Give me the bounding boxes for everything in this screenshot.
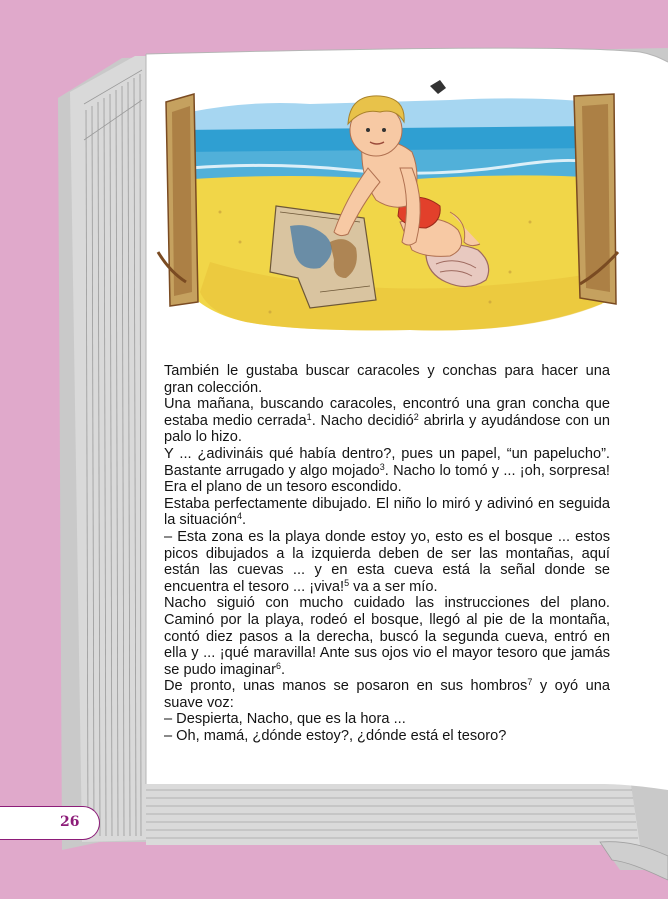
footnote-marker: 2: [413, 411, 419, 422]
story-paragraph: [164, 711, 610, 728]
page-number-tab: [0, 806, 100, 840]
story-paragraph: [164, 529, 610, 595]
story-text-segment: Estaba perfectamente dibujado. El niño lo miró y adivinó en seguida la situación: [164, 495, 610, 529]
story-text-segment: y oyó una suave voz:: [164, 678, 610, 711]
story-illustration: [150, 72, 620, 342]
story-paragraph: [164, 595, 610, 678]
story-text-segment: – Oh, mamá, ¿dónde estoy?, ¿dónde está el tesoro?: [164, 728, 507, 745]
page-number: 26: [60, 814, 80, 830]
story-text-segment: .: [242, 512, 247, 529]
story-text-segment: Una mañana, buscando caracoles, encontró una gran concha que estaba medio cerrada: [164, 396, 610, 429]
story-paragraph: [164, 728, 610, 745]
story-text-segment: . Nacho decidió: [311, 412, 414, 429]
footnote-marker: 1: [306, 411, 312, 422]
story-paragraph: [164, 496, 610, 529]
story-text-segment: También le gustaba buscar caracoles y conchas para hacer una gran colección.: [164, 363, 610, 396]
story-paragraph: [164, 396, 610, 446]
story-text-segment: abrirla y ayudándose con un palo lo hizo.: [164, 412, 610, 446]
story-text-segment: – Esta zona es la playa donde estoy yo, esto es el bosque ... estos picos dibujados a la izquierda deben de ser las montañas, aquí están las cuevas ... y en esta cueva está la señal donde se encuentra el tesoro ... ¡viva!: [164, 528, 610, 595]
footnote-marker: 3: [379, 461, 385, 472]
story-text-segment: . Nacho lo tomó y ... ¡oh, sorpresa! Era el plano de un tesoro escondido.: [164, 462, 610, 496]
story-paragraph: [164, 678, 610, 711]
footnote-marker: 5: [344, 577, 350, 588]
footnote-marker: 7: [527, 677, 533, 688]
story-text-segment: .: [280, 661, 286, 678]
story-paragraph: [164, 446, 610, 496]
story-text-segment: va a ser mío.: [349, 578, 438, 595]
story-paragraph: [164, 363, 610, 396]
story-text-segment: De pronto, unas manos se posaron en sus hombros: [164, 678, 528, 695]
footnote-marker: 6: [275, 660, 281, 671]
story-text: [164, 363, 610, 745]
story-text-segment: – Despierta, Nacho, que es la hora ...: [164, 711, 406, 728]
story-text-segment: Nacho siguió con mucho cuidado las instrucciones del plano. Caminó por la playa, rodeó el bosque, llegó al pie de la montaña, contó diez pasos a la derecha, buscó la segunda cueva, entró en ella y ... ¡qué maravilla! Ante sus ojos vio el mayor tesoro que jamás se pudo imaginar: [164, 595, 610, 678]
footnote-marker: 4: [237, 511, 243, 522]
story-text-segment: Y ... ¿adivináis qué había dentro?, pues un papel, “un papelucho”. Bastante arrugado y algo mojado: [164, 445, 610, 479]
